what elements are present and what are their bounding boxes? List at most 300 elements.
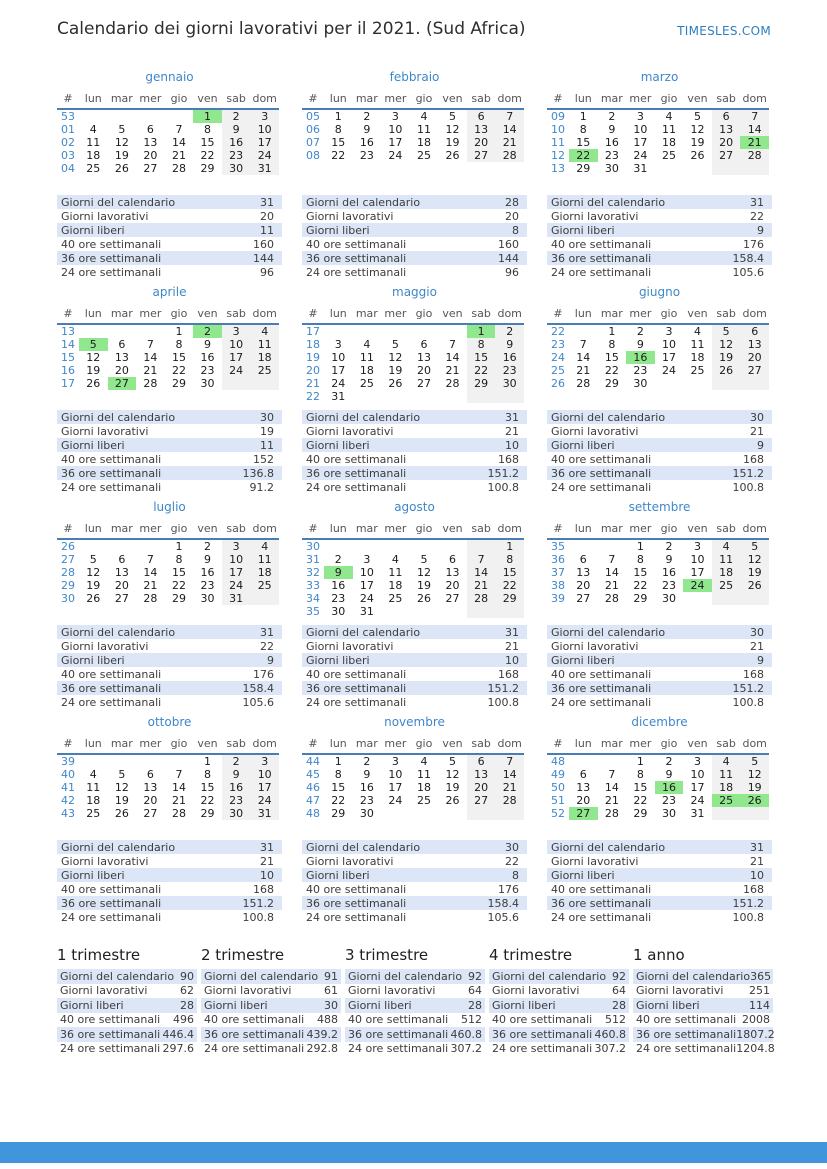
week-number[interactable]: 30 bbox=[61, 592, 75, 605]
footer-bar bbox=[0, 1142, 827, 1163]
week-number[interactable]: 29 bbox=[61, 579, 75, 592]
week-number[interactable]: 38 bbox=[551, 579, 565, 592]
day-cell: 22 bbox=[200, 149, 215, 162]
day-header: # bbox=[547, 522, 569, 539]
day-header: gio bbox=[655, 737, 684, 754]
month-ottobre bbox=[57, 715, 282, 924]
empty-cell bbox=[598, 539, 627, 553]
stats-row bbox=[201, 969, 341, 984]
day-header: mar bbox=[108, 522, 137, 539]
month-title[interactable]: giugno bbox=[638, 285, 681, 299]
day-cell: 29 bbox=[633, 807, 648, 820]
week-number[interactable]: 36 bbox=[551, 553, 565, 566]
day-cell: 8 bbox=[334, 123, 342, 136]
summary-stats-table bbox=[201, 969, 341, 1056]
week-number[interactable]: 26 bbox=[61, 540, 75, 553]
stats-row bbox=[633, 984, 773, 999]
week-number[interactable]: 05 bbox=[306, 110, 320, 123]
day-cell: 18 bbox=[388, 579, 403, 592]
week-number[interactable]: 23 bbox=[551, 338, 565, 351]
day-header: gio bbox=[165, 737, 194, 754]
day-cell: 10 bbox=[222, 553, 251, 566]
empty-cell bbox=[79, 754, 108, 768]
day-cell: 17 bbox=[331, 364, 346, 377]
day-cell: 4 bbox=[250, 539, 279, 553]
week-number[interactable]: 26 bbox=[551, 377, 565, 390]
week-number[interactable]: 11 bbox=[551, 136, 565, 149]
stats-row bbox=[201, 1013, 341, 1028]
month-title[interactable]: agosto bbox=[394, 500, 435, 514]
day-cell: 28 bbox=[171, 162, 186, 175]
day-header: gio bbox=[165, 522, 194, 539]
empty-cell bbox=[165, 109, 194, 123]
week-row bbox=[57, 579, 279, 592]
week-number[interactable]: 15 bbox=[61, 351, 75, 364]
stats-value: 160 bbox=[253, 237, 274, 251]
empty-cell bbox=[740, 592, 769, 605]
day-cell: 30 bbox=[633, 377, 648, 390]
day-cell: 15 bbox=[200, 136, 215, 149]
calendar-table bbox=[547, 92, 769, 175]
day-cell: 1 bbox=[636, 755, 644, 768]
empty-cell bbox=[683, 377, 712, 390]
stats-label: 36 ore settimanali bbox=[61, 896, 162, 910]
summary-title: 4 trimestre bbox=[489, 946, 573, 964]
stats-row bbox=[633, 969, 773, 984]
stats-value: 460.8 bbox=[450, 1027, 482, 1041]
empty-cell bbox=[381, 390, 410, 403]
week-number[interactable]: 12 bbox=[551, 149, 565, 162]
day-cell: 24 bbox=[661, 364, 676, 377]
stats-row bbox=[302, 910, 527, 924]
week-row bbox=[302, 351, 524, 364]
week-number[interactable]: 13 bbox=[61, 325, 75, 338]
empty-cell bbox=[165, 754, 194, 768]
empty-cell bbox=[410, 324, 439, 338]
empty-cell bbox=[740, 377, 769, 390]
day-cell: 24 bbox=[331, 377, 346, 390]
stats-value: 31 bbox=[750, 840, 764, 854]
stats-label: 40 ore settimanali bbox=[306, 667, 407, 681]
day-cell: 26 bbox=[86, 592, 101, 605]
day-cell: 12 bbox=[416, 566, 431, 579]
day-cell: 23 bbox=[633, 364, 648, 377]
day-header: sab bbox=[222, 307, 251, 324]
stats-label: Giorni liberi bbox=[348, 998, 412, 1012]
stats-label: Giorni lavorativi bbox=[60, 984, 148, 998]
empty-cell bbox=[250, 592, 279, 605]
day-cell: 31 bbox=[222, 592, 251, 605]
stats-row bbox=[302, 667, 527, 681]
calendar-table bbox=[302, 737, 524, 820]
stats-label: Giorni del calendario bbox=[551, 195, 666, 209]
stats-row bbox=[345, 1013, 485, 1028]
stats-label: 40 ore settimanali bbox=[492, 1013, 593, 1027]
day-cell: 19 bbox=[114, 149, 129, 162]
week-number[interactable]: 30 bbox=[306, 540, 320, 553]
stats-value: 31 bbox=[505, 410, 519, 424]
week-number[interactable]: 31 bbox=[306, 553, 320, 566]
empty-cell bbox=[438, 605, 467, 618]
day-cell: 19 bbox=[114, 794, 129, 807]
week-number[interactable]: 45 bbox=[306, 768, 320, 781]
empty-cell bbox=[438, 539, 467, 553]
calendar-table bbox=[302, 307, 524, 403]
stats-label: 24 ore settimanali bbox=[306, 265, 407, 279]
week-number[interactable]: 25 bbox=[551, 364, 565, 377]
week-number[interactable]: 07 bbox=[306, 136, 320, 149]
day-cell: 14 bbox=[171, 136, 186, 149]
day-header: lun bbox=[569, 522, 598, 539]
day-cell: 6 bbox=[449, 553, 457, 566]
day-cell: 10 bbox=[359, 566, 374, 579]
day-cell: 13 bbox=[445, 566, 460, 579]
stats-value: 31 bbox=[260, 625, 274, 639]
day-header: lun bbox=[79, 737, 108, 754]
week-row bbox=[302, 768, 524, 781]
day-cell: 23 bbox=[359, 149, 374, 162]
stats-value: 8 bbox=[512, 223, 519, 237]
stats-value: 19 bbox=[260, 424, 274, 438]
month-stats-table bbox=[57, 840, 282, 924]
month-title[interactable]: gennaio bbox=[145, 70, 194, 84]
day-cell: 16 bbox=[495, 351, 524, 364]
stats-row bbox=[547, 410, 772, 424]
week-number[interactable]: 02 bbox=[61, 136, 75, 149]
stats-row bbox=[489, 1027, 629, 1042]
day-cell: 30 bbox=[604, 162, 619, 175]
stats-row bbox=[547, 480, 772, 494]
day-cell: 12 bbox=[114, 781, 129, 794]
week-number[interactable]: 53 bbox=[61, 110, 75, 123]
stats-row bbox=[302, 854, 527, 868]
week-number[interactable]: 28 bbox=[61, 566, 75, 579]
day-cell: 10 bbox=[661, 338, 676, 351]
week-number[interactable]: 19 bbox=[306, 351, 320, 364]
day-cell: 14 bbox=[740, 123, 769, 136]
month-title[interactable]: maggio bbox=[392, 285, 437, 299]
stats-label: 36 ore settimanali bbox=[348, 1027, 449, 1041]
week-number[interactable]: 10 bbox=[551, 123, 565, 136]
week-number[interactable]: 27 bbox=[61, 553, 75, 566]
day-cell: 15 bbox=[495, 566, 524, 579]
month-title[interactable]: febbraio bbox=[389, 70, 440, 84]
week-number[interactable]: 47 bbox=[306, 794, 320, 807]
stats-row bbox=[57, 882, 282, 896]
stats-label: 24 ore settimanali bbox=[551, 265, 652, 279]
summary-3 bbox=[345, 946, 485, 1056]
day-cell: 3 bbox=[250, 754, 279, 768]
day-header: dom bbox=[250, 522, 279, 539]
day-cell: 24 bbox=[690, 794, 705, 807]
stats-label: 36 ore settimanali bbox=[61, 466, 162, 480]
holiday-day-cell: 2 bbox=[193, 324, 222, 338]
week-number[interactable]: 17 bbox=[306, 325, 320, 338]
week-row bbox=[547, 109, 769, 123]
month-title[interactable]: ottobre bbox=[147, 715, 192, 729]
day-header: gio bbox=[655, 522, 684, 539]
empty-cell bbox=[655, 162, 684, 175]
stats-row bbox=[302, 410, 527, 424]
day-cell: 24 bbox=[222, 579, 251, 592]
stats-row bbox=[302, 882, 527, 896]
day-header: ven bbox=[193, 522, 222, 539]
week-number[interactable]: 39 bbox=[61, 755, 75, 768]
day-header: mar bbox=[598, 522, 627, 539]
day-cell: 8 bbox=[175, 338, 183, 351]
week-number[interactable]: 18 bbox=[306, 338, 320, 351]
stats-value: 64 bbox=[612, 984, 626, 998]
week-number[interactable]: 46 bbox=[306, 781, 320, 794]
week-row bbox=[57, 149, 279, 162]
week-row bbox=[547, 149, 769, 162]
day-cell: 2 bbox=[608, 110, 616, 123]
day-cell: 18 bbox=[712, 566, 741, 579]
stats-label: Giorni liberi bbox=[306, 868, 370, 882]
stats-value: 9 bbox=[757, 653, 764, 667]
stats-label: 36 ore settimanali bbox=[306, 681, 407, 695]
stats-value: 105.6 bbox=[242, 695, 274, 709]
summary-5 bbox=[633, 946, 773, 1056]
stats-row bbox=[547, 681, 772, 695]
day-cell: 5 bbox=[420, 553, 428, 566]
day-cell: 5 bbox=[694, 110, 702, 123]
week-number[interactable]: 44 bbox=[306, 755, 320, 768]
week-number[interactable]: 14 bbox=[61, 338, 75, 351]
week-number[interactable]: 03 bbox=[61, 149, 75, 162]
month-settembre bbox=[547, 500, 772, 709]
week-row bbox=[57, 539, 279, 553]
day-cell: 18 bbox=[86, 794, 101, 807]
week-number[interactable]: 35 bbox=[551, 540, 565, 553]
week-number[interactable]: 42 bbox=[61, 794, 75, 807]
day-header: ven bbox=[193, 92, 222, 109]
day-cell: 9 bbox=[636, 338, 644, 351]
day-cell: 31 bbox=[690, 807, 705, 820]
empty-cell bbox=[410, 539, 439, 553]
week-number[interactable]: 43 bbox=[61, 807, 75, 820]
day-cell: 24 bbox=[250, 149, 279, 162]
day-cell: 28 bbox=[740, 149, 769, 162]
day-cell: 5 bbox=[740, 539, 769, 553]
day-cell: 24 bbox=[388, 149, 403, 162]
week-row bbox=[57, 123, 279, 136]
stats-row bbox=[633, 1042, 773, 1057]
month-agosto bbox=[302, 500, 527, 709]
stats-value: 160 bbox=[498, 237, 519, 251]
stats-row bbox=[302, 625, 527, 639]
stats-row bbox=[302, 653, 527, 667]
month-title[interactable]: luglio bbox=[153, 500, 186, 514]
day-cell: 28 bbox=[576, 377, 591, 390]
stats-label: Giorni lavorativi bbox=[551, 209, 639, 223]
stats-row bbox=[302, 681, 527, 695]
stats-row bbox=[57, 1042, 197, 1057]
day-cell: 7 bbox=[449, 338, 457, 351]
week-number[interactable]: 16 bbox=[61, 364, 75, 377]
day-cell: 29 bbox=[331, 807, 346, 820]
day-cell: 14 bbox=[604, 781, 619, 794]
week-number[interactable]: 21 bbox=[306, 377, 320, 390]
day-cell: 8 bbox=[334, 768, 342, 781]
month-title[interactable]: aprile bbox=[152, 285, 187, 299]
day-header: sab bbox=[712, 92, 741, 109]
month-stats-table bbox=[57, 410, 282, 494]
day-cell: 20 bbox=[576, 579, 591, 592]
day-cell: 24 bbox=[359, 592, 374, 605]
stats-label: Giorni lavorativi bbox=[204, 984, 292, 998]
month-aprile bbox=[57, 285, 282, 494]
day-header: # bbox=[547, 737, 569, 754]
stats-value: 10 bbox=[750, 868, 764, 882]
month-title[interactable]: novembre bbox=[384, 715, 445, 729]
week-row bbox=[57, 807, 279, 820]
week-number[interactable]: 08 bbox=[306, 149, 320, 162]
month-stats-table bbox=[547, 625, 772, 709]
week-number[interactable]: 50 bbox=[551, 781, 565, 794]
day-cell: 8 bbox=[495, 553, 524, 566]
empty-cell bbox=[108, 754, 137, 768]
week-number[interactable]: 39 bbox=[551, 592, 565, 605]
day-header: dom bbox=[495, 522, 524, 539]
week-number[interactable]: 01 bbox=[61, 123, 75, 136]
day-cell: 8 bbox=[204, 123, 212, 136]
week-number[interactable]: 48 bbox=[306, 807, 320, 820]
summary-2 bbox=[201, 946, 341, 1056]
stats-row bbox=[57, 424, 282, 438]
site-link[interactable]: TIMESLES.COM bbox=[677, 24, 771, 38]
day-cell: 1 bbox=[636, 540, 644, 553]
day-cell: 28 bbox=[604, 592, 619, 605]
week-row bbox=[57, 553, 279, 566]
empty-cell bbox=[569, 324, 598, 338]
day-cell: 9 bbox=[204, 553, 212, 566]
stats-value: 168 bbox=[498, 667, 519, 681]
stats-value: 1204.8 bbox=[736, 1042, 775, 1056]
day-cell: 30 bbox=[222, 162, 251, 175]
month-title[interactable]: marzo bbox=[640, 70, 679, 84]
stats-label: Giorni lavorativi bbox=[61, 639, 149, 653]
day-cell: 12 bbox=[445, 123, 460, 136]
week-number[interactable]: 17 bbox=[61, 377, 75, 390]
week-number[interactable]: 52 bbox=[551, 807, 565, 820]
day-cell: 27 bbox=[143, 807, 158, 820]
day-cell: 28 bbox=[495, 794, 524, 807]
week-number[interactable]: 06 bbox=[306, 123, 320, 136]
week-number[interactable]: 33 bbox=[306, 579, 320, 592]
stats-value: 1807.2 bbox=[736, 1027, 775, 1041]
stats-row bbox=[547, 195, 772, 209]
stats-value: 488 bbox=[317, 1013, 338, 1027]
day-header: sab bbox=[222, 92, 251, 109]
summary-4 bbox=[489, 946, 629, 1056]
week-number[interactable]: 22 bbox=[306, 390, 320, 403]
day-cell: 31 bbox=[250, 162, 279, 175]
stats-row bbox=[302, 896, 527, 910]
stats-label: 40 ore settimanali bbox=[348, 1013, 449, 1027]
day-header: gio bbox=[410, 307, 439, 324]
stats-label: 24 ore settimanali bbox=[61, 910, 162, 924]
day-cell: 19 bbox=[86, 579, 101, 592]
day-cell: 20 bbox=[712, 136, 741, 149]
week-row bbox=[302, 390, 524, 403]
day-cell: 16 bbox=[359, 136, 374, 149]
day-header: ven bbox=[438, 737, 467, 754]
stats-label: 24 ore settimanali bbox=[61, 265, 162, 279]
stats-row bbox=[57, 625, 282, 639]
stats-value: 30 bbox=[260, 410, 274, 424]
stats-row bbox=[302, 868, 527, 882]
stats-row bbox=[489, 998, 629, 1013]
day-cell: 6 bbox=[146, 768, 154, 781]
month-stats-table bbox=[302, 625, 527, 709]
day-header: ven bbox=[683, 307, 712, 324]
week-number[interactable]: 20 bbox=[306, 364, 320, 377]
day-cell: 2 bbox=[334, 553, 342, 566]
week-number[interactable]: 04 bbox=[61, 162, 75, 175]
day-header: lun bbox=[569, 737, 598, 754]
week-number[interactable]: 13 bbox=[551, 162, 565, 175]
week-number[interactable]: 51 bbox=[551, 794, 565, 807]
day-cell: 11 bbox=[416, 123, 431, 136]
week-number[interactable]: 37 bbox=[551, 566, 565, 579]
week-number[interactable]: 40 bbox=[61, 768, 75, 781]
week-row bbox=[547, 324, 769, 338]
stats-label: Giorni lavorativi bbox=[551, 424, 639, 438]
stats-value: 100.8 bbox=[732, 480, 764, 494]
stats-label: Giorni liberi bbox=[551, 653, 615, 667]
week-number[interactable]: 35 bbox=[306, 605, 320, 618]
week-number[interactable]: 34 bbox=[306, 592, 320, 605]
day-cell: 26 bbox=[114, 807, 129, 820]
day-cell: 7 bbox=[495, 754, 524, 768]
day-cell: 22 bbox=[467, 364, 496, 377]
day-cell: 16 bbox=[222, 136, 251, 149]
month-title[interactable]: dicembre bbox=[631, 715, 688, 729]
day-cell: 15 bbox=[633, 781, 648, 794]
day-header: mer bbox=[136, 737, 165, 754]
week-number[interactable]: 22 bbox=[551, 325, 565, 338]
stats-label: 24 ore settimanali bbox=[61, 480, 162, 494]
week-number[interactable]: 32 bbox=[306, 566, 320, 579]
day-cell: 11 bbox=[86, 136, 101, 149]
day-cell: 28 bbox=[467, 592, 496, 605]
day-cell: 27 bbox=[712, 149, 741, 162]
stats-row bbox=[547, 667, 772, 681]
empty-cell bbox=[250, 377, 279, 390]
day-cell: 8 bbox=[467, 338, 496, 351]
day-cell: 25 bbox=[661, 149, 676, 162]
calendar-table bbox=[57, 92, 279, 175]
week-number[interactable]: 48 bbox=[551, 755, 565, 768]
day-header: # bbox=[302, 522, 324, 539]
day-header: dom bbox=[495, 307, 524, 324]
week-number[interactable]: 49 bbox=[551, 768, 565, 781]
week-number[interactable]: 09 bbox=[551, 110, 565, 123]
week-number[interactable]: 41 bbox=[61, 781, 75, 794]
week-number[interactable]: 24 bbox=[551, 351, 565, 364]
day-cell: 9 bbox=[363, 768, 371, 781]
month-title[interactable]: settembre bbox=[628, 500, 691, 514]
calendar-table bbox=[547, 522, 769, 605]
stats-value: 136.8 bbox=[242, 466, 274, 480]
day-header: ven bbox=[193, 737, 222, 754]
day-header: # bbox=[547, 92, 569, 109]
stats-row bbox=[633, 998, 773, 1013]
day-cell: 2 bbox=[665, 755, 673, 768]
stats-label: Giorni lavorativi bbox=[636, 984, 724, 998]
day-cell: 14 bbox=[171, 781, 186, 794]
